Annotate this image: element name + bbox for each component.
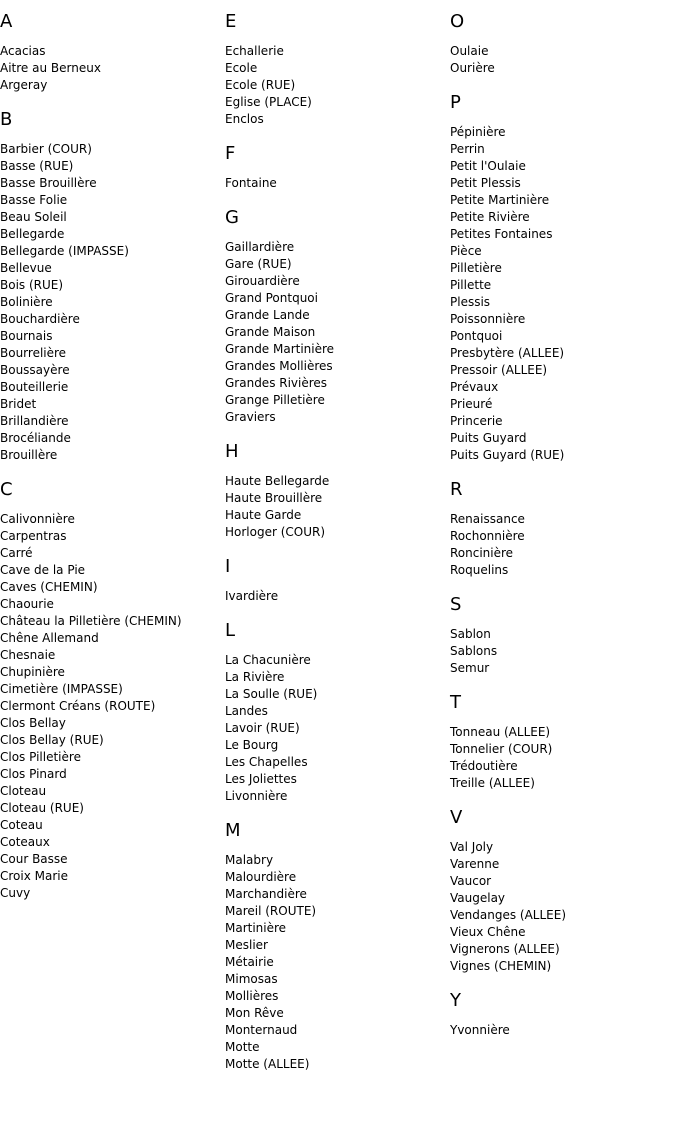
street-name: Prévaux	[450, 380, 499, 394]
street-name: Malabry	[225, 853, 274, 867]
street-list	[225, 43, 450, 128]
street-name: Pièce	[450, 244, 482, 258]
street-name: Motte (ALLEE)	[225, 1057, 310, 1071]
street-name: Aitre au Berneux	[0, 61, 101, 75]
street-list	[450, 724, 675, 792]
street-name: Lavoir (RUE)	[225, 721, 300, 735]
street-name: Monternaud	[225, 1023, 298, 1037]
street-name: Bolinière	[0, 295, 53, 309]
street-name: Motte	[225, 1040, 260, 1054]
street-name: Cimetière (IMPASSE)	[0, 682, 123, 696]
street-name: Livonnière	[225, 789, 288, 803]
letter-section	[450, 594, 675, 677]
street-name: Haute Bellegarde	[225, 474, 330, 488]
street-name: Pépinière	[450, 125, 506, 139]
letter-heading: S	[450, 594, 462, 615]
street-name: Roquelins	[450, 563, 509, 577]
street-name: Haute Brouillère	[225, 491, 323, 505]
letter-section	[225, 620, 450, 805]
street-name: Petite Martinière	[450, 193, 550, 207]
street-name: Carpentras	[0, 529, 67, 543]
street-name: Basse Brouillère	[0, 176, 97, 190]
street-name: Grande Maison	[225, 325, 316, 339]
letter-section	[225, 441, 450, 541]
letter-heading: O	[450, 11, 465, 32]
street-name: Chêne Allemand	[0, 631, 99, 645]
street-name: Brouillère	[0, 448, 58, 462]
street-name: Métairie	[225, 955, 274, 969]
street-name: Bouchardière	[0, 312, 80, 326]
street-name: Enclos	[225, 112, 264, 126]
street-name: Vieux Chêne	[450, 925, 526, 939]
street-name: Clos Pinard	[0, 767, 67, 781]
street-name: Carré	[0, 546, 33, 560]
letter-section	[450, 990, 675, 1039]
street-name: Pressoir (ALLEE)	[450, 363, 548, 377]
index-column	[450, 11, 675, 1054]
street-name: Echallerie	[225, 44, 284, 58]
street-name: Oulaie	[450, 44, 489, 58]
street-name: Mon Rêve	[225, 1006, 284, 1020]
street-name: Girouardière	[225, 274, 300, 288]
street-name: Caves (CHEMIN)	[0, 580, 98, 594]
street-name: Basse (RUE)	[0, 159, 74, 173]
street-name: La Rivière	[225, 670, 285, 684]
letter-section	[0, 109, 225, 464]
street-name: Bouteillerie	[0, 380, 69, 394]
letter-heading: R	[450, 479, 463, 500]
street-name: Clos Pilletière	[0, 750, 81, 764]
street-name: Meslier	[225, 938, 268, 952]
street-name: Cour Basse	[0, 852, 68, 866]
street-name: Sablon	[450, 627, 491, 641]
letter-heading: F	[225, 143, 236, 164]
street-name: Bellevue	[0, 261, 52, 275]
letter-heading: V	[450, 807, 463, 828]
street-name: Basse Folie	[0, 193, 68, 207]
street-name: Calivonnière	[0, 512, 75, 526]
index-column	[0, 11, 225, 917]
street-name: Grange Pilletière	[225, 393, 325, 407]
street-name: Chesnaie	[0, 648, 56, 662]
street-name: Brocéliande	[0, 431, 71, 445]
street-name: Tonneau (ALLEE)	[450, 725, 551, 739]
street-list	[225, 852, 450, 1073]
street-name: Grande Martinière	[225, 342, 335, 356]
street-name: Clermont Créans (ROUTE)	[0, 699, 156, 713]
street-name: Mareil (ROUTE)	[225, 904, 317, 918]
street-name: Graviers	[225, 410, 276, 424]
street-list	[450, 511, 675, 579]
street-name: Le Bourg	[225, 738, 279, 752]
letter-section	[225, 556, 450, 605]
street-name: Vendanges (ALLEE)	[450, 908, 567, 922]
street-name: Eglise (PLACE)	[225, 95, 312, 109]
street-name: Petite Rivière	[450, 210, 530, 224]
letter-section	[225, 143, 450, 192]
street-name: Sablons	[450, 644, 498, 658]
letter-heading: A	[0, 11, 13, 32]
letter-heading: E	[225, 11, 237, 32]
street-name: Grand Pontquoi	[225, 291, 318, 305]
street-list	[225, 473, 450, 541]
street-name: Pontquoi	[450, 329, 503, 343]
street-list	[225, 652, 450, 805]
street-name: Beau Soleil	[0, 210, 67, 224]
letter-heading: C	[0, 479, 13, 500]
street-name: Puits Guyard (RUE)	[450, 448, 565, 462]
index-column	[225, 11, 450, 1088]
letter-heading: L	[225, 620, 236, 641]
street-name: Argeray	[0, 78, 48, 92]
street-name: Rochonnière	[450, 529, 525, 543]
street-name: Yvonnière	[450, 1023, 510, 1037]
street-name: La Soulle (RUE)	[225, 687, 318, 701]
street-name: Cloteau	[0, 784, 47, 798]
street-name: Trédoutière	[450, 759, 518, 773]
street-name: Grandes Rivières	[225, 376, 328, 390]
street-name: Croix Marie	[0, 869, 68, 883]
street-name: Horloger (COUR)	[225, 525, 326, 539]
letter-heading: Y	[450, 990, 461, 1011]
letter-heading: M	[225, 820, 241, 841]
street-name: Vignes (CHEMIN)	[450, 959, 552, 973]
street-name: Cave de la Pie	[0, 563, 86, 577]
street-name: Les Joliettes	[225, 772, 297, 786]
street-name: Perrin	[450, 142, 485, 156]
letter-section	[225, 207, 450, 426]
street-name: Tonnelier (COUR)	[450, 742, 553, 756]
street-list	[0, 141, 225, 464]
letter-section	[225, 820, 450, 1073]
street-name: Brillandière	[0, 414, 69, 428]
street-list	[450, 626, 675, 677]
street-name: Renaissance	[450, 512, 525, 526]
street-name: Val Joly	[450, 840, 494, 854]
letter-heading: I	[225, 556, 231, 577]
street-name: La Chacunière	[225, 653, 311, 667]
street-name: Ecole	[225, 61, 258, 75]
street-name: Marchandière	[225, 887, 307, 901]
letter-section	[450, 807, 675, 975]
street-name: Haute Garde	[225, 508, 302, 522]
street-name: Chupinière	[0, 665, 65, 679]
street-name: Roncinière	[450, 546, 514, 560]
letter-heading: T	[450, 692, 461, 713]
street-name: Ourière	[450, 61, 495, 75]
street-name: Malourdière	[225, 870, 297, 884]
street-name: Bois (RUE)	[0, 278, 64, 292]
letter-section	[225, 11, 450, 128]
street-name: Vaucor	[450, 874, 492, 888]
letter-heading: G	[225, 207, 239, 228]
street-name: Poissonnière	[450, 312, 526, 326]
street-name: Grandes Mollières	[225, 359, 333, 373]
street-name: Petit Plessis	[450, 176, 521, 190]
street-name: Semur	[450, 661, 490, 675]
street-name: Cloteau (RUE)	[0, 801, 84, 815]
street-name: Bellegarde	[0, 227, 65, 241]
street-name: Bournais	[0, 329, 53, 343]
street-name: Fontaine	[225, 176, 277, 190]
letter-section	[450, 692, 675, 792]
street-name: Prieuré	[450, 397, 493, 411]
street-name: Gaillardière	[225, 240, 295, 254]
street-name: Acacias	[0, 44, 46, 58]
letter-section	[0, 11, 225, 94]
street-name: Plessis	[450, 295, 491, 309]
street-name: Ivardière	[225, 589, 279, 603]
street-list	[0, 43, 225, 94]
street-name: Coteaux	[0, 835, 50, 849]
street-name: Bridet	[0, 397, 37, 411]
street-name: Chaourie	[0, 597, 54, 611]
street-name: Martinière	[225, 921, 287, 935]
street-name: Coteau	[0, 818, 43, 832]
street-name: Treille (ALLEE)	[450, 776, 535, 790]
street-name: Mimosas	[225, 972, 278, 986]
letter-heading: H	[225, 441, 239, 462]
street-list	[450, 1022, 675, 1039]
street-list	[225, 175, 450, 192]
street-name: Vaugelay	[450, 891, 506, 905]
street-name: Varenne	[450, 857, 500, 871]
street-name: Pilletière	[450, 261, 502, 275]
letter-heading: B	[0, 109, 13, 130]
street-name: Petit l'Oulaie	[450, 159, 526, 173]
letter-section	[450, 92, 675, 464]
street-name: Bellegarde (IMPASSE)	[0, 244, 129, 258]
street-name: Presbytère (ALLEE)	[450, 346, 565, 360]
street-name: Vignerons (ALLEE)	[450, 942, 560, 956]
street-name: Bourrelière	[0, 346, 67, 360]
street-name: Gare (RUE)	[225, 257, 292, 271]
street-name: Boussayère	[0, 363, 70, 377]
street-name: Puits Guyard	[450, 431, 527, 445]
street-name: Les Chapelles	[225, 755, 308, 769]
street-name: Pillette	[450, 278, 492, 292]
letter-section	[450, 479, 675, 579]
street-name: Landes	[225, 704, 268, 718]
street-name: Clos Bellay	[0, 716, 66, 730]
street-name: Barbier (COUR)	[0, 142, 92, 156]
street-name: Mollières	[225, 989, 279, 1003]
street-list	[450, 124, 675, 464]
letter-section	[0, 479, 225, 902]
street-name: Ecole (RUE)	[225, 78, 296, 92]
street-name: Clos Bellay (RUE)	[0, 733, 104, 747]
street-name: Château la Pilletière (CHEMIN)	[0, 614, 182, 628]
street-list	[450, 43, 675, 77]
street-list	[0, 511, 225, 902]
letter-section	[450, 11, 675, 77]
street-name: Princerie	[450, 414, 503, 428]
street-list	[450, 839, 675, 975]
street-name: Cuvy	[0, 886, 31, 900]
street-list	[225, 239, 450, 426]
street-list	[225, 588, 450, 605]
street-name: Grande Lande	[225, 308, 310, 322]
letter-heading: P	[450, 92, 461, 113]
street-name: Petites Fontaines	[450, 227, 553, 241]
